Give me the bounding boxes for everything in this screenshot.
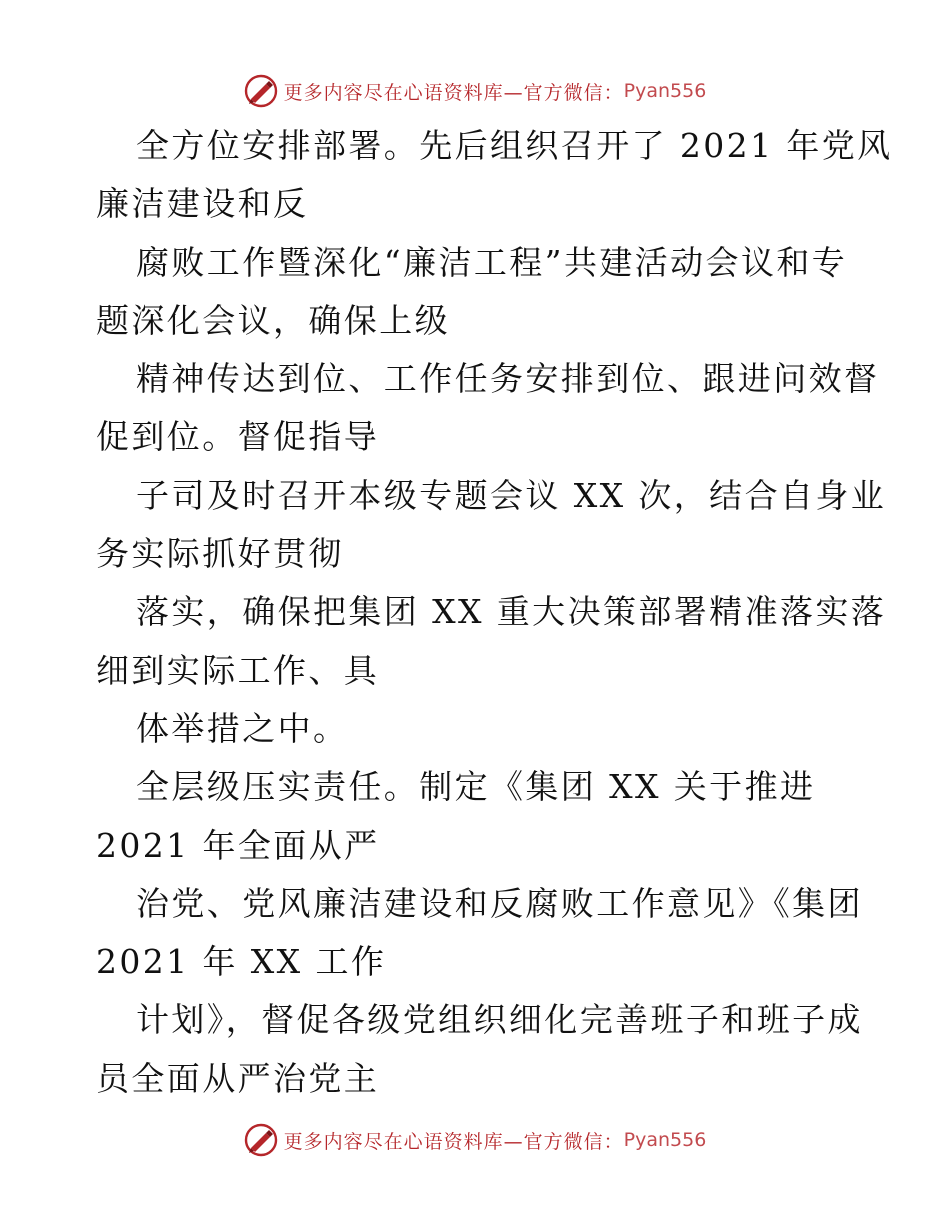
body-line: 促到位。督促指导 [96, 417, 380, 457]
footer-banner-text: 更多内容尽在心语资料库—官方微信： [283, 1130, 624, 1153]
body-line: 腐败工作暨深化“廉洁工程”共建活动会议和专 [136, 242, 848, 282]
body-line: 务实际抓好贯彻 [96, 534, 344, 574]
footer-banner [0, 1120, 950, 1160]
body-line: 落实，确保把集团 XX 重大决策部署精准落实落 [136, 592, 887, 632]
body-line: 2021 年全面从严 [96, 825, 380, 865]
body-line: 廉洁建设和反 [96, 184, 309, 224]
header-banner-text: 更多内容尽在心语资料库—官方微信： [283, 81, 624, 104]
header-banner [0, 71, 950, 111]
body-line: 全方位安排部署。先后组织召开了 2021 年党风 [136, 126, 893, 165]
body-line: 2021 年 XX 工作 [96, 942, 387, 982]
pen-logo-icon [244, 74, 278, 108]
body-line: 计划》，督促各级党组织细化完善班子和班子成 [136, 1000, 863, 1040]
pen-logo-icon [244, 1123, 278, 1157]
body-line: 细到实际工作、具 [96, 650, 380, 690]
body-line: 全层级压实责任。制定《集团 XX 关于推进 [136, 767, 816, 807]
body-line: 员全面从严治党主 [96, 1058, 380, 1098]
header-wechat-id: Pyan556 [623, 80, 707, 102]
body-line: 精神传达到位、工作任务安排到位、跟进问效督 [136, 359, 880, 399]
body-line: 子司及时召开本级专题会议 XX 次，结合自身业 [136, 475, 887, 515]
document-body [96, 117, 893, 1108]
footer-wechat-id: Pyan556 [623, 1129, 707, 1151]
body-line: 题深化会议，确保上级 [96, 300, 450, 340]
body-line: 体举措之中。 [136, 708, 349, 748]
body-line: 治党、党风廉洁建设和反腐败工作意见》《集团 [136, 883, 863, 923]
